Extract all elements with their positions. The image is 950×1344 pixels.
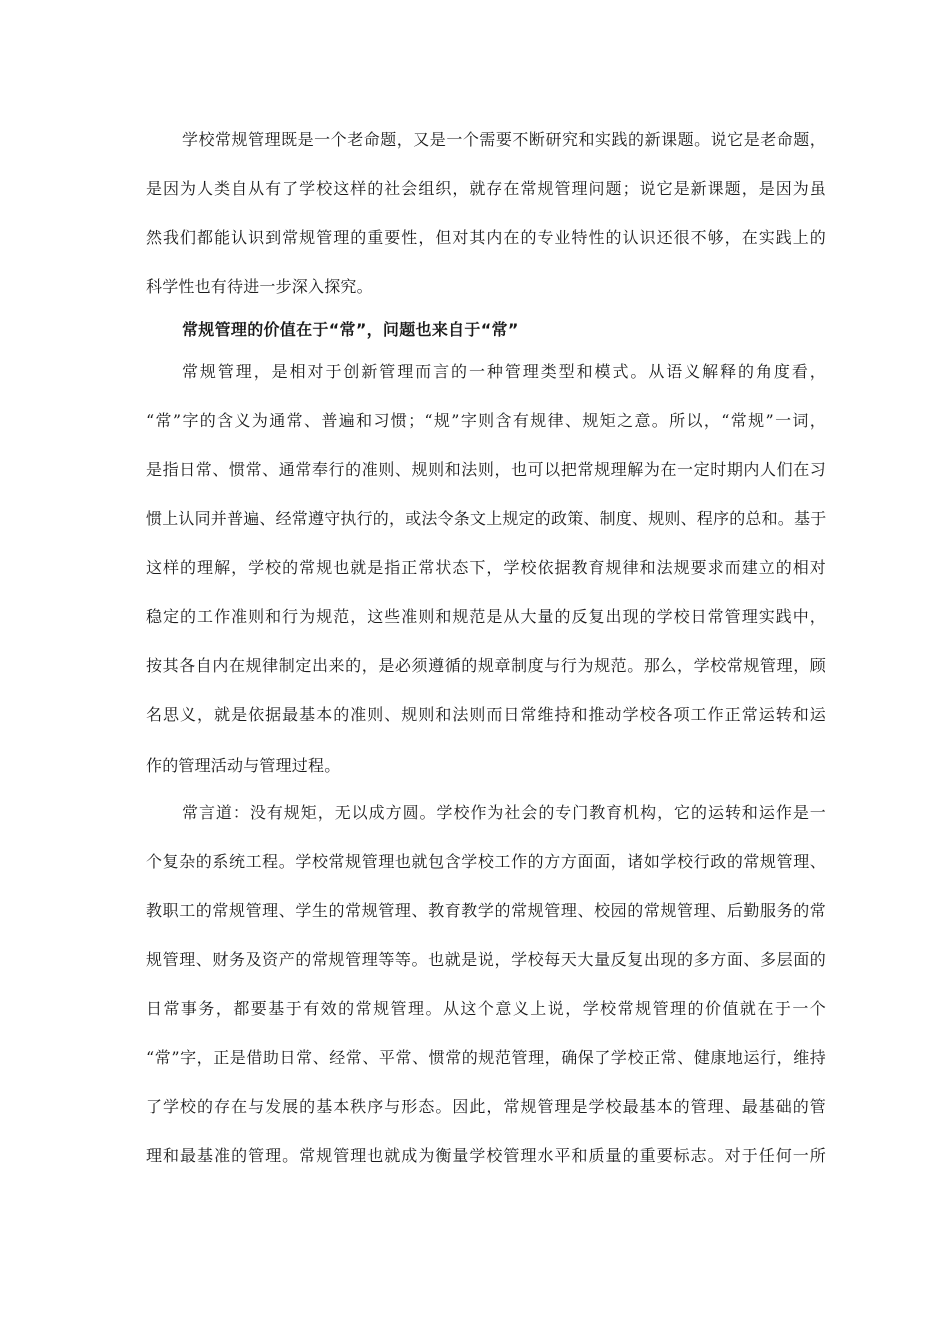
paragraph-3-line-8: 理和最基准的管理。常规管理也就成为衡量学校管理水平和质量的重要标志。对于任何一所 [146, 1146, 826, 1165]
paragraph-2-line-9: 作的管理活动与管理过程。 [146, 756, 341, 775]
paragraph-3-line-6: “常”字，正是借助日常、经常、平常、惯常的规范管理，确保了学校正常、健康地运行，维持 [146, 1048, 826, 1067]
paragraph-3-line-7: 了学校的存在与发展的基本秩序与形态。因此，常规管理是学校最基本的管理、最基础的管 [146, 1097, 826, 1116]
paragraph-2-line-1: 常规管理，是相对于创新管理而言的一种管理类型和模式。从语义解释的角度看， [182, 362, 826, 381]
paragraph-2-line-5: 这样的理解，学校的常规也就是指正常状态下，学校依据教育规律和法规要求而建立的相对 [146, 558, 826, 577]
paragraph-2-line-6: 稳定的工作准则和行为规范，这些准则和规范是从大量的反复出现的学校日常管理实践中， [146, 607, 826, 626]
paragraph-2-line-3: 是指日常、惯常、通常奉行的准则、规则和法则，也可以把常规理解为在一定时期内人们在习 [146, 460, 826, 479]
paragraph-3-line-4: 规管理、财务及资产的常规管理等等。也就是说，学校每天大量反复出现的多方面、多层面的 [146, 950, 826, 969]
paragraph-3-line-1: 常言道：没有规矩，无以成方圆。学校作为社会的专门教育机构，它的运转和运作是一 [182, 803, 826, 822]
paragraph-1-line-2: 是因为人类自从有了学校这样的社会组织，就存在常规管理问题；说它是新课题，是因为虽 [146, 179, 826, 198]
paragraph-2-line-8: 名思义，就是依据最基本的准则、规则和法则而日常维持和推动学校各项工作正常运转和运 [146, 705, 826, 724]
paragraph-3-line-2: 个复杂的系统工程。学校常规管理也就包含学校工作的方方面面，诸如学校行政的常规管理、 [146, 852, 826, 871]
paragraph-2-line-4: 惯上认同并普遍、经常遵守执行的，或法令条文上规定的政策、制度、规则、程序的总和。基于 [146, 509, 826, 528]
paragraph-1-line-3: 然我们都能认识到常规管理的重要性，但对其内在的专业特性的认识还很不够，在实践上的 [146, 228, 826, 247]
paragraph-2-line-7: 按其各自内在规律制定出来的，是必须遵循的规章制度与行为规范。那么，学校常规管理，顾 [146, 656, 826, 675]
paragraph-1-line-4: 科学性也有待进一步深入探究。 [146, 277, 373, 296]
paragraph-1-line-1: 学校常规管理既是一个老命题，又是一个需要不断研究和实践的新课题。说它是老命题， [182, 130, 826, 149]
paragraph-3-line-5: 日常事务，都要基于有效的常规管理。从这个意义上说，学校常规管理的价值就在于一个 [146, 999, 826, 1018]
paragraph-3-line-3: 教职工的常规管理、学生的常规管理、教育教学的常规管理、校园的常规管理、后勤服务的常 [146, 901, 826, 920]
paragraph-2-line-2: “常”字的含义为通常、普遍和习惯；“规”字则含有规律、规矩之意。所以，“常规”一词， [146, 411, 826, 430]
section-heading: 常规管理的价值在于“常”，问题也来自于“常” [182, 320, 519, 339]
